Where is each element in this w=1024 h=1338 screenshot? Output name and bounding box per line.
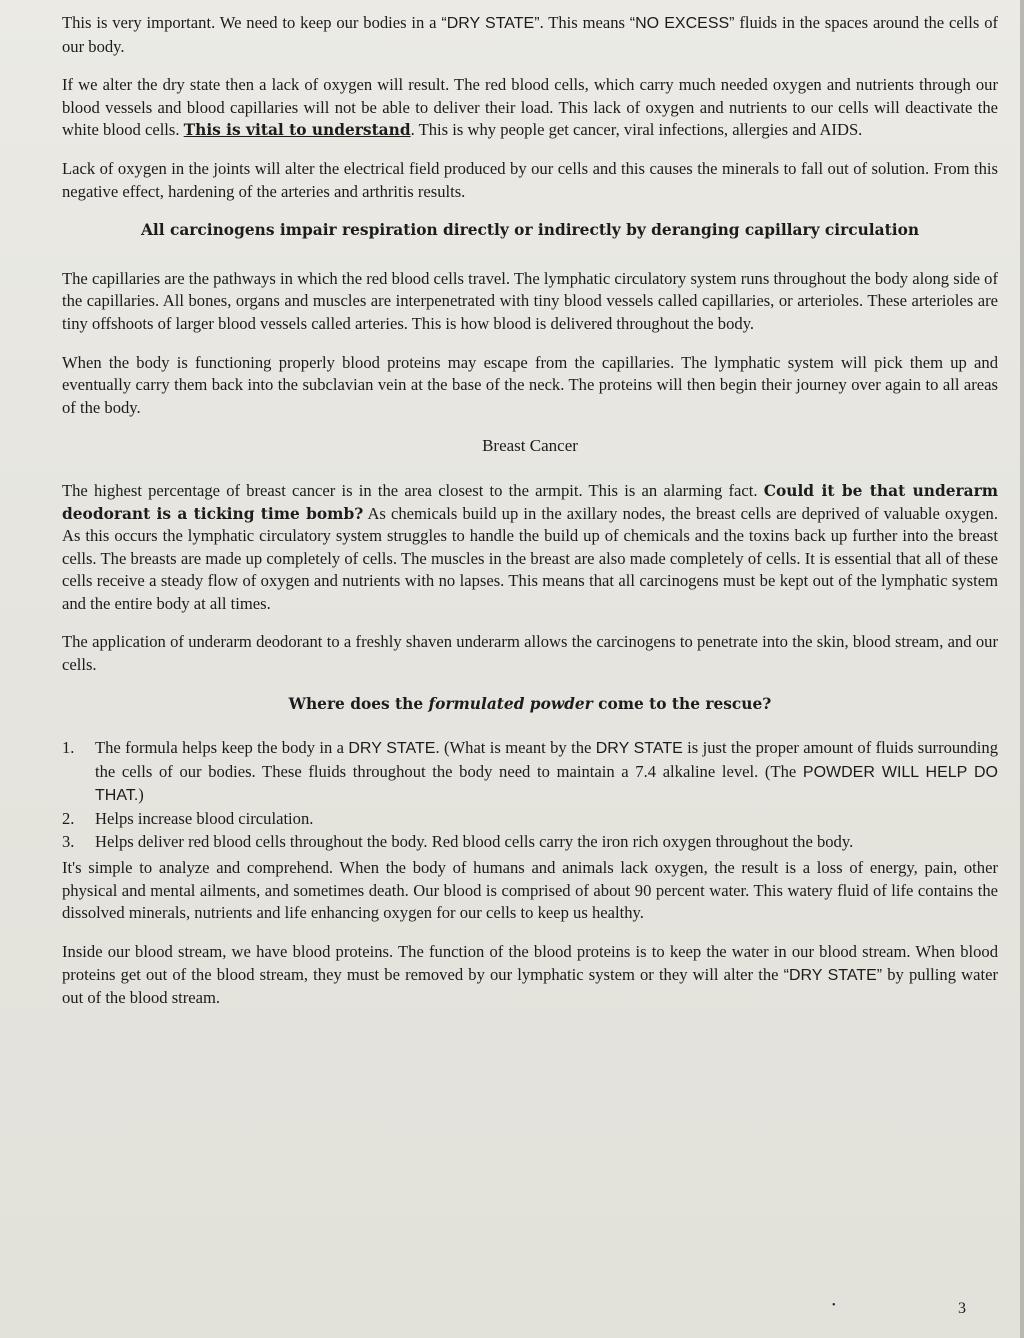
item2-text: Helps increase blood circulation.	[95, 809, 314, 829]
dry-state-term: “DRY STATE”	[783, 966, 883, 984]
p1-text: This is very important. We need to keep our bodies in a	[62, 13, 442, 32]
speck-mark: •	[832, 1300, 836, 1311]
heading-breast-cancer: Breast Cancer	[482, 436, 578, 456]
page-body	[62, 12, 998, 1026]
item1-text4: )	[138, 785, 144, 805]
rescue-before: Where does the	[288, 694, 429, 713]
list-item	[62, 737, 998, 808]
paragraph-oxygen-lack	[62, 74, 998, 142]
heading-carcinogens: All carcinogens impair respiration directly or indirectly by deranging capillary circulation	[140, 221, 920, 240]
page-number: 3	[958, 1300, 966, 1317]
paragraph-deodorant: The application of underarm deodorant to a freshly shaven underarm allows the carcinogens to penetrate into the skin, blood stream, and our cells.	[62, 632, 998, 675]
formulated-powder-term: formulated powder	[428, 694, 593, 713]
paragraph-simple-analysis: It's simple to analyze and comprehend. When the body of humans and animals lack oxygen, the result is a loss of energy, pain, other physical and mental ailments, and sometimes death. Our blood is comprised of about 90 percent water. This watery fluid of life contains the dissolved minerals, nutrients and life enhancing oxygen for our cells to keep us healthy.	[62, 858, 998, 923]
p6-intro: The highest percentage of breast cancer is in the area closest to the armpit. This is an alarming fact.	[62, 480, 764, 500]
powder-term: POWDER WILL HELP DO THAT.	[95, 763, 998, 805]
deodorant-question: Could it be that underarm deodorant is a ticking time bomb?	[62, 481, 999, 523]
dry-state-term: DRY STATE	[595, 740, 683, 758]
p9-text: Inside our blood stream, we have blood proteins. The function of the blood proteins is to keep the water in our blood stream. When blood proteins get out of the blood stream, they must be removed by our lymphatic system or they will alter the	[62, 942, 998, 984]
item1-text3: is just the proper amount of fluids surrounding the cells of our bodies. These fluids throughout the body need to maintain a 7.4 alkaline level. (The	[95, 738, 998, 781]
no-excess-term: “NO EXCESS”	[629, 15, 735, 32]
p1-end: fluids in the spaces around the cells of our body.	[62, 13, 999, 56]
vital-underlined: This is vital to understand	[183, 121, 411, 140]
item1-text1: The formula helps keep the body in a	[95, 738, 349, 758]
page-edge	[1020, 0, 1024, 1338]
rescue-after: come to the rescue?	[592, 694, 772, 713]
paragraph-capillaries: The capillaries are the pathways in which the red blood cells travel. The lymphatic circulatory system runs throughout the body along side of the capillaries. All bones, organs and muscles are interpenetrated with tiny blood vessels called capillaries, or arterioles. These arterioles are tiny offshoots of larger blood vessels called arteries. This is how blood is delivered throughout the body.	[62, 268, 998, 333]
p2-text: If we alter the dry state then a lack of oxygen will result. The red blood cells, which carry much needed oxygen and nutrients through our blood vessels and blood capillaries will not be able to deliver their load. This lack of oxygen and nutrients to our cells will deactivate the white blood cells.	[62, 75, 998, 140]
list-number: 1.	[62, 738, 75, 758]
p6-rest: As chemicals build up in the axillary nodes, the breast cells are deprived of valuable oxygen. As this occurs the lymphatic circulatory system struggles to handle the build up of chemicals and the toxins back up further into the breast cells. The breasts are made up completely of cells. The muscles in the breast are also made completely of cells. It is essential that all of these cells receive a steady flow of oxygen and nutrients with no lapses. This means that all carcinogens must be kept out of the lymphatic system and the entire body at all times.	[62, 503, 998, 613]
p9-end: by pulling water out of the blood stream.	[62, 964, 998, 1008]
list-number: 3.	[62, 831, 75, 851]
item3-text: Helps deliver red blood cells throughout the body. Red blood cells carry the iron rich oxygen throughout the body.	[95, 831, 854, 851]
list-item	[62, 831, 998, 854]
item1-text2: . (What is meant by the	[435, 738, 596, 758]
benefits-list	[62, 737, 998, 853]
heading-rescue	[62, 693, 998, 716]
p2-end: . This is why people get cancer, viral infections, allergies and AIDS.	[410, 120, 863, 140]
p1-mid: . This means	[539, 13, 630, 32]
paragraph-proteins-stream	[62, 941, 998, 1010]
list-number: 2.	[62, 809, 75, 829]
paragraph-blood-proteins: When the body is functioning properly blood proteins may escape from the capillaries. The lymphatic system will pick them up and eventually carry them back into the subclavian vein at the base of the neck. The proteins will then begin their journey over again to all areas of the body.	[62, 352, 998, 417]
paragraph-joints: Lack of oxygen in the joints will alter the electrical field produced by our cells and this causes the minerals to fall out of solution. From this negative effect, hardening of the arteries and arthritis results.	[62, 158, 998, 201]
list-item	[62, 808, 998, 831]
dry-state-term: DRY STATE	[348, 740, 436, 758]
paragraph-dry-state-intro	[62, 12, 998, 58]
dry-state-term: “DRY STATE”	[441, 15, 540, 32]
paragraph-breast-cancer	[62, 480, 998, 616]
